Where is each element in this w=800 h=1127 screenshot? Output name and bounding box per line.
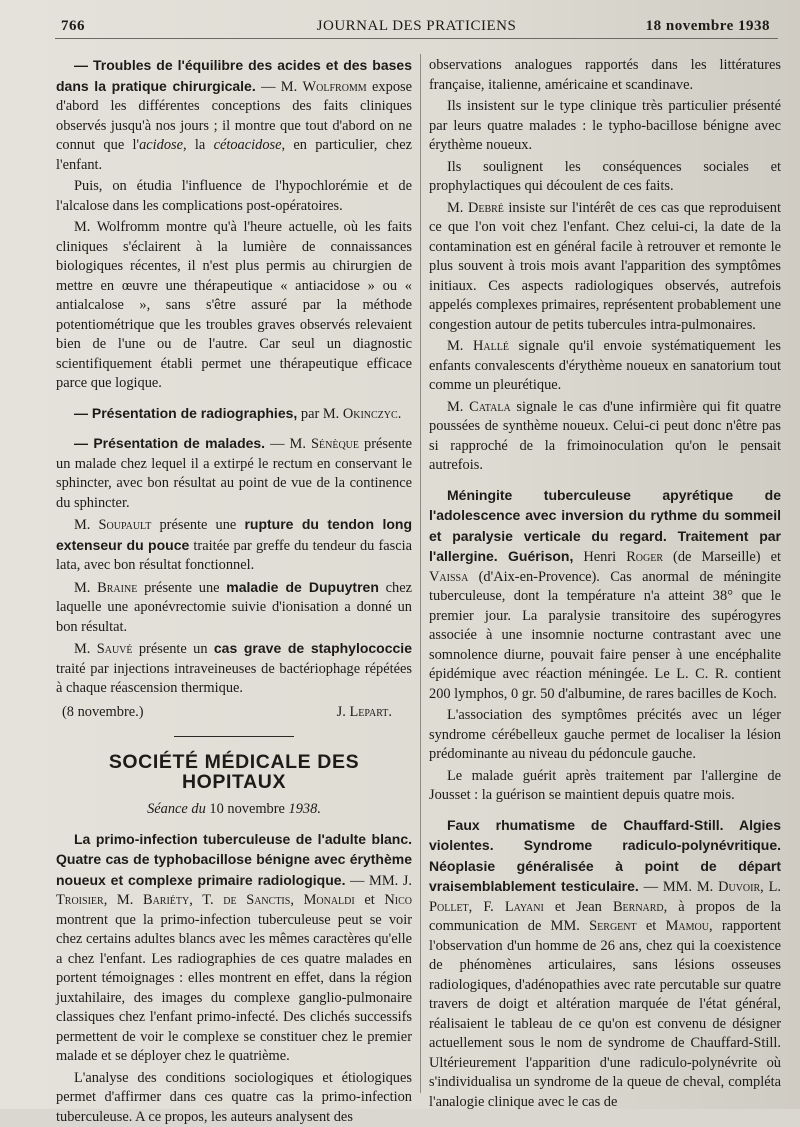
- text: Séance du: [147, 801, 209, 817]
- bold-term: cas grave de staphylococcie: [214, 640, 412, 656]
- text: M.: [74, 641, 97, 657]
- text: expose d'abord les différentes conceptions des faits cliniques observés jusqu'à nos jours ; il montre que tout d'abord on ne connut que l': [56, 79, 412, 154]
- article-acid-base: [56, 56, 412, 175]
- article-primo-infection: [56, 830, 412, 1067]
- text: ,: [290, 892, 303, 908]
- text: , rapportent l'observation d'un homme de 26 ans, chez qui la coexistence de phénomènes articulaires, sans lésions osseuses radiologiques, d'adénopathies avec rate percutable sur quatre travers de doigt et altération marquée de l'état général, réalisaient le tableau de ce qu'on est convenu de désigner actuellement sous le nom de syndrome de Chauffard-Still. Ultérieurement l'apparition d'une radiculo-polynévrite où s'individualisa un syndrome de la queue de cheval, compléta l'analogie clinique avec le cas de: [429, 918, 781, 1110]
- running-header: [55, 14, 778, 39]
- text: présente une: [151, 517, 244, 533]
- author-name: Soupault: [99, 517, 152, 533]
- paragraph: L'analyse des conditions sociologiques et étiologiques permet d'affirmer dans ces quatre cas la primo-infection tuberculeuse. A ce propos, les auteurs analysent des: [56, 1069, 412, 1127]
- text: (8 novembre.): [62, 704, 144, 720]
- author-name: Sergent: [589, 918, 636, 934]
- article-title: — Présentation de malades.: [74, 435, 265, 451]
- article-meningite: [429, 486, 781, 705]
- text: — M.: [256, 79, 303, 95]
- text: , F.: [469, 899, 505, 915]
- term: acidose: [139, 137, 183, 153]
- author-name: Layani: [505, 899, 544, 915]
- bold-term: maladie de Dupuytren: [226, 579, 379, 595]
- author-name: Debré: [468, 200, 504, 216]
- author-name: Bernard: [613, 899, 664, 915]
- text: Henri: [573, 549, 626, 565]
- text: insiste sur l'intérêt de ces cas que reproduisent ce que l'on voit chez l'enfant. Chez celui-ci, la date de la contamination est en général facile à retrouver et remonte le plus souvent à trois mois avant l'apparition des symptômes initiaux. Ces aspects radiologiques observés, autrefois appelés complexes primaires, représentent probablement une congestion autour de petits tubercules intra-pulmonaires.: [429, 200, 781, 333]
- text: chez laquelle une aponévrectomie suivie d'ionisation a donné un bon résultat.: [56, 580, 412, 635]
- author-name: Hallé: [473, 338, 509, 354]
- issue-date: 18 novembre 1938: [646, 18, 770, 35]
- article-title: — Troubles de l'équilibre des acides et des bases dans la pratique chirurgicale.: [56, 57, 412, 94]
- text: , en particulier, chez l'enfant.: [56, 137, 412, 173]
- author-name: Duvoir: [718, 879, 760, 895]
- text: , L.: [760, 879, 781, 895]
- journal-title: JOURNAL DES PRATICIENS: [55, 18, 778, 35]
- text: M.: [447, 338, 473, 354]
- text: traité par injections intraveineuses de bactériophage répétées à chaque réascension thermique.: [56, 661, 412, 697]
- article-malades: [56, 434, 412, 513]
- text: et: [355, 892, 385, 908]
- text: , T.: [189, 892, 223, 908]
- text: présente une: [137, 580, 226, 596]
- text: M.: [74, 580, 97, 596]
- text: 1938.: [285, 801, 321, 817]
- term: cétoacidose: [214, 137, 282, 153]
- paragraph: Ils soulignent les conséquences sociales et prophylactiques qui découlent de ces faits.: [429, 158, 781, 197]
- text: M.: [447, 200, 468, 216]
- author-name: Pollet: [429, 899, 469, 915]
- text: , la: [183, 137, 214, 153]
- section-rule: [174, 736, 294, 737]
- text: présente un malade chez lequel il a extirpé le rectum en conservant le sphincter, avec bon résultat au point de vue de la continence du sphincter.: [56, 436, 412, 511]
- text: — MM. M.: [639, 879, 718, 895]
- author-name: Bariéty: [143, 892, 189, 908]
- paragraph: [429, 337, 781, 396]
- signature-line: [56, 703, 412, 723]
- column-divider: [420, 54, 421, 1093]
- text: (de Marseille) et: [663, 549, 781, 565]
- author-name: Roger: [626, 549, 663, 565]
- text: et Jean: [544, 899, 613, 915]
- text: montrent que la primo-infection tuberculeuse peut se voir chez certains adultes blancs avec les mêmes caractères qu'elle a chez l'enfant. Les radiographies de ces quatre malades en portent témoignages : elles montrent en effet, dans la région juxtahilaire, des images du complexe ganglio-pulmonaire classiques chez l'enfant primo-infecté. Des clichés successifs permettent de voir le complexe se constituer chez le premier malade et se déployer chez le quatrième.: [56, 912, 412, 1065]
- paragraph: [56, 515, 412, 576]
- article-title: Méningite tuberculeuse apyrétique de l'adolescence avec inversion du rythme du sommeil et paralysie verticale du regard. Traitement par l'allergine. Guérison,: [429, 487, 781, 565]
- paragraph: [429, 398, 781, 476]
- text: signale le cas d'une infirmière qui fit quatre poussées de synthème noueux. Celui-ci peut donc n'être pas si rapproché de la frimoinoculation qu'on le pensait autrefois.: [429, 399, 781, 474]
- text: .: [398, 406, 402, 422]
- seance-date: [56, 800, 412, 820]
- text: , M.: [104, 892, 143, 908]
- article-title: La primo-infection tuberculeuse de l'adulte blanc. Quatre cas de typhobacillose bénigne avec érythème noueux et complexe primaire radiologique.: [56, 831, 412, 888]
- text: et: [637, 918, 666, 934]
- paragraph: Ils insistent sur le type clinique très particulier présenté par leurs quatre malades : le typho-bacillose bénigne avec érythème noueux.: [429, 97, 781, 156]
- text: signale qu'il envoie systématiquement les enfants convalescents d'érythème noueux en sanatorium tout comme un pleurétique.: [429, 338, 781, 393]
- bold-term: rupture du tendon long extenseur du pouce: [56, 516, 412, 553]
- article-faux-rhumatisme: [429, 816, 781, 1113]
- report-author: J. Lepart.: [337, 703, 392, 723]
- text: (d'Aix-en-Provence). Cas anormal de méningite tuberculeuse, dont la température n'a atteint 38° que le premier jour. La paralysie transitoire des supérogyres associée à une insomnie nocturne contrastant avec une somnolence diurne, pouvait faire penser à une encéphalite épidémique avec réaction méningée. Le L. C. R. contient 200 lymphos, 0 gr. 50 d'albumine, de rares bacilles de Koch.: [429, 569, 781, 702]
- page-number: 766: [61, 18, 85, 35]
- author-name: Nico: [384, 892, 412, 908]
- author-name: Braine: [97, 580, 137, 596]
- text: présente un: [133, 641, 214, 657]
- author-name: Sauvé: [97, 641, 133, 657]
- paragraph: [56, 639, 412, 699]
- society-heading: SOCIÉTÉ MÉDICALE DES HOPITAUX: [56, 753, 412, 792]
- text: traitée par greffe du tendeur du fascia lata, avec bon résultat fonctionnel.: [56, 538, 412, 574]
- author-name: Vaissa: [429, 569, 468, 585]
- text: M.: [74, 517, 99, 533]
- paragraph: [56, 578, 412, 638]
- paragraph: M. Wolfromm montre qu'à l'heure actuelle, où les faits cliniques s'éclairent à la lumière de connaissances biologiques récentes, il n'est plus permis au chirurgien de mettre en œuvre une thérapeutique « antiacidose » ou « antialcalose », sans s'être assuré par la méthode potentiométrique que les troubles graves observés relevaient bien de l'une ou de l'autre. Car seul un diagnostic scientifiquement établi permet une thérapeutique efficace parce que logique.: [56, 218, 412, 394]
- author-name: Sénèque: [311, 436, 359, 452]
- paragraph: Puis, on étudia l'influence de l'hypochlorémie et de l'alcalose dans les complications post-opératoires.: [56, 177, 412, 216]
- author-name: Mamou: [666, 918, 709, 934]
- paragraph: L'association des symptômes précités avec un léger syndrome cérébelleux gauche permet de localiser la lésion prédominante au niveau du pédoncule gauche.: [429, 706, 781, 765]
- paragraph: Le malade guérit après traitement par l'allergine de Jousset : la guérison se maintient depuis quatre mois.: [429, 767, 781, 806]
- author-name: Okinczyc: [343, 406, 398, 422]
- text: — M.: [265, 436, 311, 452]
- author-name: Troisier: [56, 892, 104, 908]
- text: par M.: [297, 406, 343, 422]
- text: , à propos de la communication de MM.: [429, 899, 781, 935]
- session-date: [62, 703, 144, 723]
- paragraph: [429, 199, 781, 336]
- author-name: Monaldi: [304, 892, 355, 908]
- article-title: — Présentation de radiographies,: [74, 405, 297, 421]
- article-title: Faux rhumatisme de Chauffard-Still. Algies violentes. Syndrome radiculo-polynévritique. Néoplasie généralisée à point de départ vraisemblablement testiculaire.: [429, 817, 781, 895]
- text: 10 novembre: [209, 801, 285, 817]
- left-column: [56, 56, 412, 1093]
- author-name: Catala: [469, 399, 511, 415]
- author-name: de Sanctis: [223, 892, 290, 908]
- text: M.: [447, 399, 469, 415]
- text: — MM. J.: [345, 873, 412, 889]
- paragraph: observations analogues rapportés dans les littératures française, italienne, américaine et scandinave.: [429, 56, 781, 95]
- author-name: Wolfromm: [303, 79, 367, 95]
- right-column: [429, 56, 781, 1093]
- article-radiographies: [56, 404, 412, 425]
